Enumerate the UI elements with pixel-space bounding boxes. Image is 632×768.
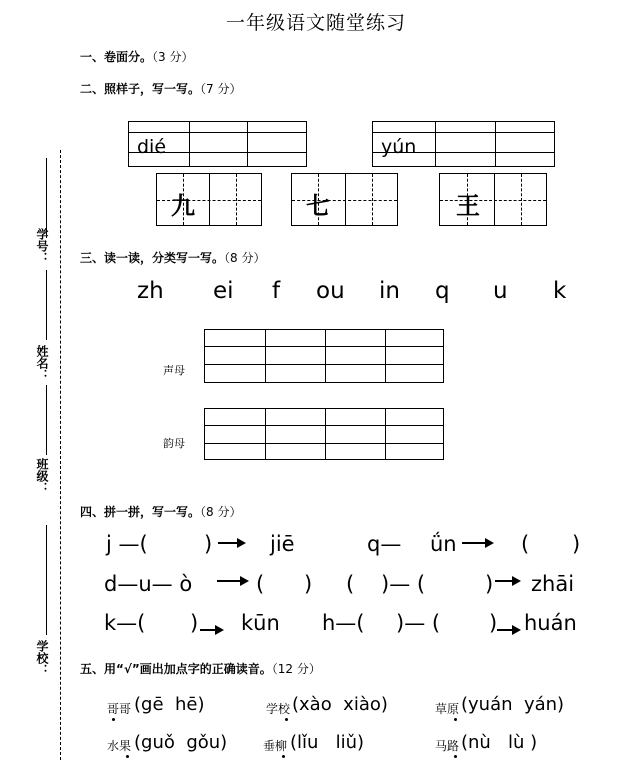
name-label: 姓名： (35, 345, 49, 381)
row-text: h—( (322, 611, 365, 635)
row-text: ) (190, 611, 199, 635)
section-score: （8 分） (224, 251, 266, 265)
emphasis-dot (126, 755, 129, 758)
section-heading-text: 三、读一读，分类写一写。 (80, 251, 225, 265)
row-text: zhāi (531, 572, 575, 596)
emphasis-dot (454, 718, 457, 721)
finals-label: 韵母 (163, 437, 185, 450)
emphasis-dot (285, 718, 288, 721)
letter: ei (213, 278, 234, 304)
arrow-icon (218, 542, 244, 544)
pinyin-example: dié (137, 136, 167, 158)
row-text: ) (485, 572, 494, 596)
row-text: )— ( (396, 611, 441, 635)
initials-label: 声母 (163, 364, 185, 377)
letter: u (493, 278, 508, 304)
character: 九 (171, 192, 195, 220)
row-text: ( (521, 532, 530, 556)
letter: q (435, 278, 450, 304)
pinyin-choices[interactable]: (yuán yán) (461, 694, 565, 715)
arrow-icon (200, 629, 222, 631)
tianzi-grid-1[interactable] (156, 173, 262, 226)
pinyin-choices[interactable]: (nù lù ) (461, 732, 538, 753)
row-text: huán (524, 611, 577, 635)
pinyin-choices[interactable]: (guǒ gǒu) (134, 732, 228, 753)
row-text: ) (572, 532, 581, 556)
initials-writing-grid[interactable] (204, 329, 444, 383)
section-score: （8 分） (200, 505, 242, 519)
section-4-heading (80, 503, 241, 520)
emphasis-dot (454, 755, 457, 758)
arrow-icon (495, 580, 519, 582)
student-no-label: 学号： (35, 228, 49, 264)
row-text: ǘn (430, 532, 457, 556)
word: 学校 (266, 702, 291, 716)
emphasis-dot (282, 755, 285, 758)
pinyin-row-3 (0, 611, 632, 641)
word: 垂柳 (263, 739, 288, 753)
letter: ou (316, 278, 345, 304)
section-5-heading (80, 660, 321, 677)
class-label: 班级： (35, 458, 49, 494)
pinyin-row-1 (0, 532, 632, 562)
character: 王 (456, 192, 480, 220)
section-score: （12 分） (271, 662, 321, 676)
arrow-icon (217, 580, 247, 582)
pinyin-row-2 (0, 572, 632, 602)
letter: k (553, 278, 567, 304)
section-score: （7 分） (200, 82, 242, 96)
tianzi-grid-3[interactable] (439, 173, 547, 226)
pinyin-writing-box-2[interactable] (372, 121, 555, 167)
pronunciation-items (0, 692, 632, 762)
finals-writing-grid[interactable] (204, 408, 444, 460)
word: 哥哥 (107, 702, 132, 716)
pinyin-choices[interactable]: (gē hē) (134, 694, 205, 715)
row-text: k—( (104, 611, 146, 635)
arrow-icon (497, 629, 519, 631)
section-heading-text: 四、拼一拼，写一写。 (80, 505, 201, 519)
pinyin-choices[interactable]: (lǐu liǔ) (290, 732, 365, 753)
word: 草原 (435, 702, 460, 716)
row-text: q— (367, 532, 402, 556)
tianzi-grid-2[interactable] (291, 173, 398, 226)
word: 马路 (435, 739, 460, 753)
row-text: ( (256, 572, 265, 596)
pinyin-choices[interactable]: (xào xiào) (292, 694, 388, 715)
row-text: jiē (270, 532, 295, 556)
binding-dashed-line (60, 150, 61, 760)
pinyin-example: yún (381, 136, 417, 158)
student-no-line (46, 158, 47, 238)
section-heading-text: 二、照样子，写一写。 (80, 82, 201, 96)
row-text: ( (346, 572, 355, 596)
row-text: j —( (106, 532, 148, 556)
section-score: （3 分） (152, 50, 194, 64)
school-label: 学校： (35, 640, 49, 676)
letters-row (0, 278, 632, 308)
letter: zh (137, 278, 164, 304)
row-text: ) (204, 532, 213, 556)
pinyin-writing-box-1[interactable] (128, 121, 307, 167)
section-2-heading (80, 80, 241, 97)
word: 水果 (107, 739, 132, 753)
emphasis-dot (112, 718, 115, 721)
section-heading-text: 一、卷面分。 (80, 50, 153, 64)
row-text: )— ( (381, 572, 426, 596)
letter: f (272, 278, 281, 304)
class-line (46, 385, 47, 455)
arrow-icon (462, 542, 492, 544)
section-3-heading (80, 249, 265, 266)
row-text: ) (489, 611, 498, 635)
section-heading-text: 五、用“√”画出加点字的正确读音。 (80, 662, 272, 676)
row-text: d—u— ò (104, 572, 193, 596)
section-1-heading (80, 48, 193, 65)
letter: in (379, 278, 400, 304)
page-title: 一年级语文随堂练习 (225, 12, 406, 34)
character: 七 (306, 192, 330, 220)
row-text: ) (304, 572, 313, 596)
row-text: kūn (241, 611, 280, 635)
